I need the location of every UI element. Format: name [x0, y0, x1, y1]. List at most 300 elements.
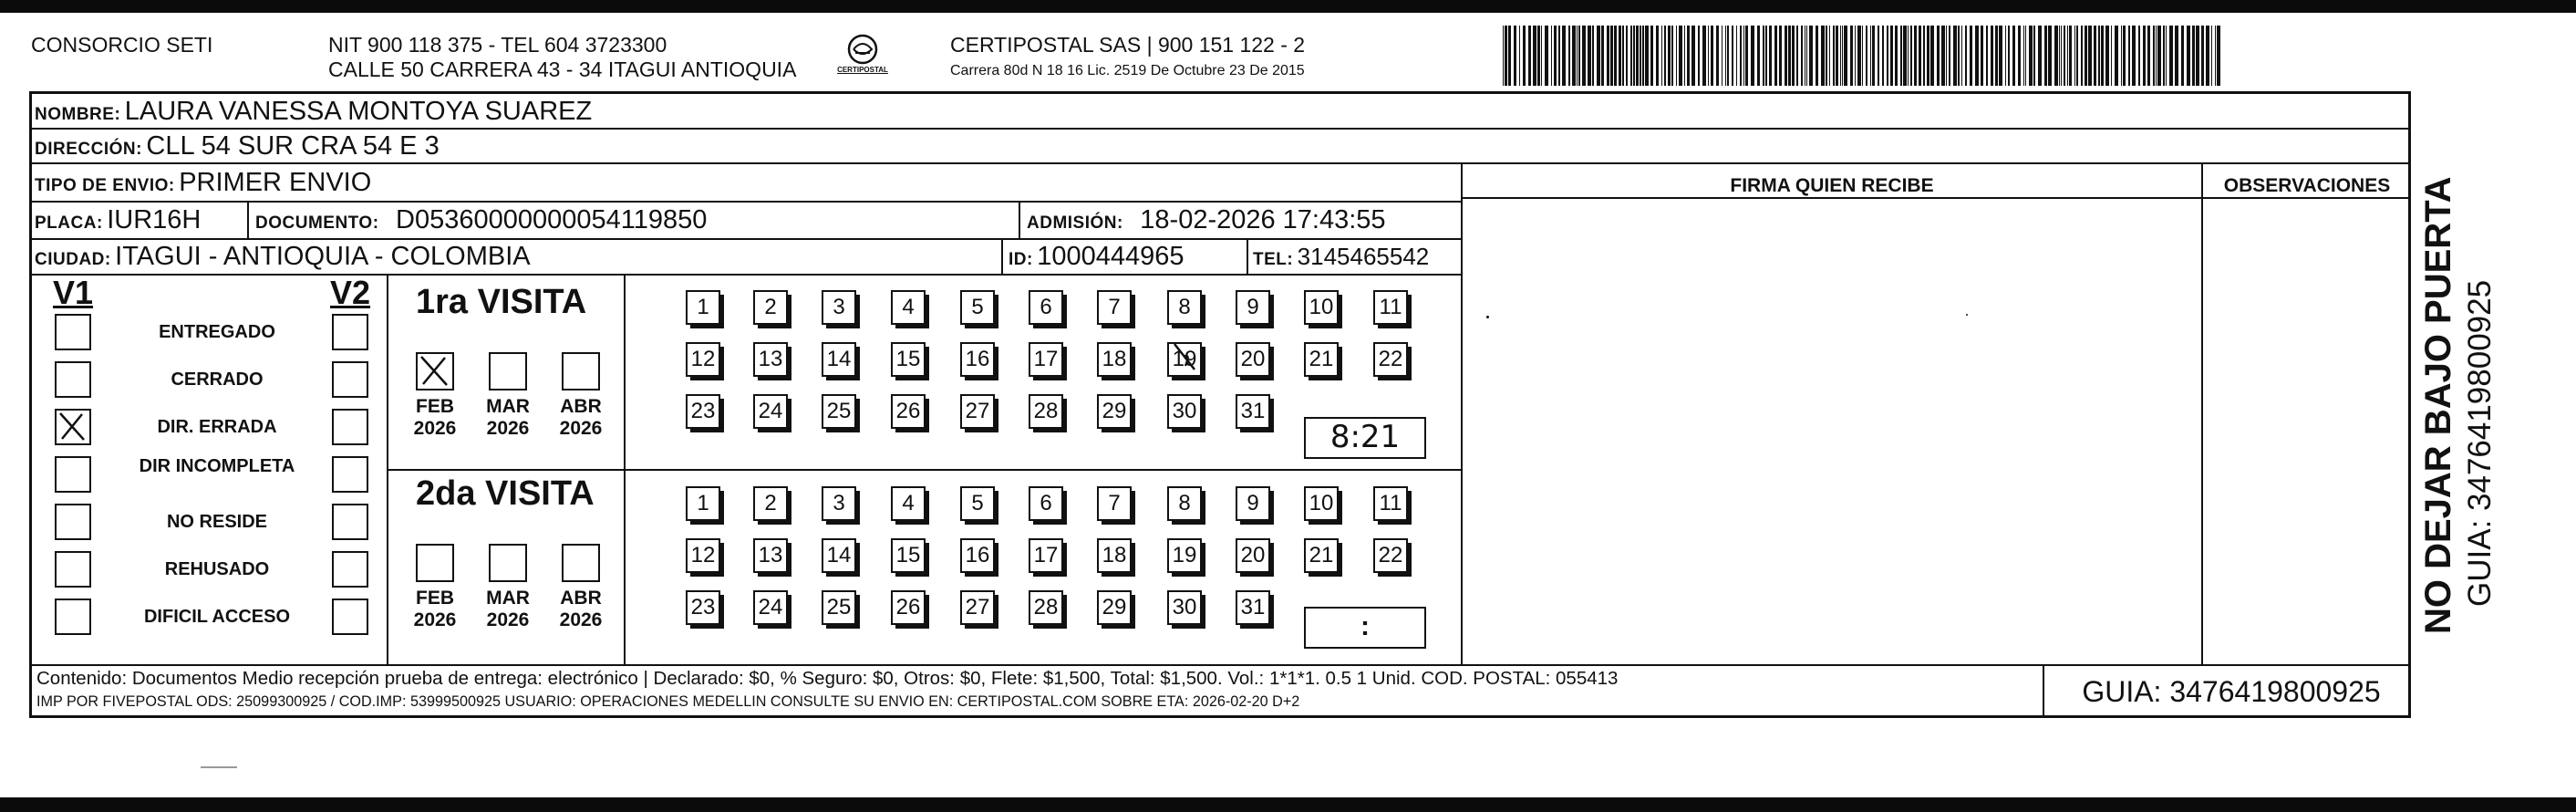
visit1-month-year: 2026 — [486, 418, 530, 439]
visit2-day-box: 27 — [960, 590, 995, 625]
barcode-bar — [1722, 26, 1723, 86]
visit2-title: 2da VISITA — [416, 474, 595, 513]
visit2-day-box: 21 — [1304, 538, 1339, 573]
barcode-bar — [2175, 26, 2178, 86]
check-mark-icon — [57, 411, 89, 443]
barcode-bar — [1961, 26, 1962, 86]
barcode-bar — [1806, 26, 1807, 86]
barcode-bar — [1821, 26, 1825, 86]
barcode-bar — [1999, 26, 2002, 86]
barcode-bar — [1862, 26, 1863, 86]
barcode-bar — [1716, 26, 1719, 86]
visit2-day-box: 9 — [1236, 486, 1270, 521]
status-reason-label: ENTREGADO — [159, 322, 275, 342]
visit2-day-box: 2 — [753, 486, 788, 521]
barcode-bar — [1664, 26, 1666, 86]
barcode-bar — [1774, 26, 1777, 86]
barcode-bar — [1708, 26, 1709, 86]
visit2-day-box: 16 — [960, 538, 995, 573]
barcode-bar — [1622, 26, 1624, 86]
footer-content-line: Contenido: Documentos Medio recepción prueba de entrega: electrónico | Declarado: $0, % Seguro: $0, Otros: $0, Flete: $1,500, Total: $1,500. Vol.: 1*1*1. 0.5 1 Unid. COD. POSTAL: 055413 — [36, 668, 1619, 689]
barcode-bar — [1840, 26, 1841, 86]
barcode-bar — [2215, 26, 2216, 86]
visit2-day-box: 22 — [1373, 538, 1408, 573]
barcode-bar — [1751, 26, 1754, 86]
visit2-day-box: 20 — [1236, 538, 1270, 573]
barcode-bar — [2132, 26, 2136, 86]
barcode-bar — [1975, 26, 1979, 86]
barcode-bar — [1866, 26, 1867, 86]
visit1-day-box: 19 — [1167, 342, 1202, 377]
status-reason-label: DIR. ERRADA — [157, 417, 277, 437]
visit2-day-box: 11 — [1373, 486, 1408, 521]
barcode-bar — [1836, 26, 1838, 86]
barcode-bar — [1645, 26, 1649, 86]
document-field — [255, 204, 707, 240]
v1-checkbox — [55, 314, 91, 350]
barcode-bar — [2206, 26, 2209, 86]
city-field — [35, 241, 531, 276]
v2-checkbox — [332, 361, 368, 398]
barcode-bar — [1919, 26, 1921, 86]
visit1-day-box: 26 — [891, 394, 926, 429]
visit2-day-box: 4 — [891, 486, 926, 521]
barcode-bar — [2088, 26, 2092, 86]
barcode-bar — [1545, 26, 1548, 86]
visit1-day-box: 14 — [822, 342, 856, 377]
bottom-scan-border — [0, 797, 2576, 812]
barcode-bar — [1642, 26, 1644, 86]
barcode-bar — [1597, 26, 1600, 86]
v1-checkbox — [55, 599, 91, 635]
sender-name: CONSORCIO SETI — [31, 33, 213, 57]
sender-nit-phone: NIT 900 118 375 - TEL 604 3723300 — [328, 33, 667, 57]
check-mark-icon — [418, 354, 452, 389]
id-value: 1000444965 — [1037, 242, 1185, 271]
barcode-bar — [1630, 26, 1632, 86]
barcode-bar — [2064, 26, 2065, 86]
barcode-bar — [1900, 26, 1902, 86]
barcode-bar — [1970, 26, 1972, 86]
visit2-day-box: 12 — [686, 538, 720, 573]
barcode-bar — [1930, 26, 1934, 86]
plate-field — [35, 204, 201, 240]
barcode-bar — [1908, 26, 1909, 86]
visit2-day-box: 18 — [1097, 538, 1132, 573]
barcode-bar — [2153, 26, 2155, 86]
barcode-bar — [1684, 26, 1685, 86]
admission-label: ADMISIÓN: — [1027, 213, 1123, 233]
v2-checkbox — [332, 504, 368, 540]
visit1-day-box: 10 — [1304, 290, 1339, 325]
barcode-bar — [1687, 26, 1690, 86]
barcode-bar — [2076, 26, 2078, 86]
v2-label: V2 — [330, 274, 371, 311]
visit1-day-box: 13 — [753, 342, 788, 377]
visit1-day-box: 15 — [891, 342, 926, 377]
visit2-day-box: 7 — [1097, 486, 1132, 521]
shipment-type-value: PRIMER ENVIO — [179, 168, 372, 197]
barcode-bar — [1572, 26, 1576, 86]
visit1-day-box: 28 — [1029, 394, 1063, 429]
barcode-bar — [1671, 26, 1673, 86]
barcode-bar — [2085, 26, 2087, 86]
visit2-day-box: 5 — [960, 486, 995, 521]
barcode-bar — [1702, 26, 1706, 86]
tel-value: 3145465542 — [1297, 243, 1430, 270]
barcode-bar — [2067, 26, 2068, 86]
v2-checkbox — [332, 551, 368, 588]
barcode-bar — [1626, 26, 1628, 86]
barcode-bar — [1679, 26, 1682, 86]
barcode-bar — [1855, 26, 1856, 86]
barcode-bar — [2192, 26, 2195, 86]
barcode — [1503, 26, 2223, 86]
visit2-day-box: 23 — [686, 590, 720, 625]
visit1-day-box: 27 — [960, 394, 995, 429]
address-field — [35, 130, 440, 166]
barcode-bar — [1619, 26, 1621, 86]
barcode-bar — [1743, 26, 1744, 86]
shipment-type-field — [35, 167, 371, 203]
barcode-bar — [1796, 26, 1798, 86]
v1-label: V1 — [53, 274, 94, 311]
barcode-bar — [2081, 26, 2083, 86]
barcode-bar — [1965, 26, 1967, 86]
barcode-bar — [1779, 26, 1782, 86]
barcode-bar — [2181, 26, 2184, 86]
visit2-day-box: 6 — [1029, 486, 1063, 521]
visit1-month-year: 2026 — [413, 418, 457, 439]
barcode-bar — [1636, 26, 1639, 86]
barcode-bar — [1588, 26, 1591, 86]
barcode-bar — [1857, 26, 1861, 86]
barcode-bar — [1850, 26, 1853, 86]
barcode-bar — [1878, 26, 1879, 86]
barcode-bar — [1558, 26, 1560, 86]
barcode-bar — [1910, 26, 1912, 86]
visit1-day-box: 22 — [1373, 342, 1408, 377]
barcode-bar — [1668, 26, 1671, 86]
barcode-bar — [1995, 26, 1998, 86]
barcode-bar — [2105, 26, 2109, 86]
visit2-month-checkbox — [489, 544, 527, 582]
barcode-bar — [2008, 26, 2010, 86]
barcode-bar — [2166, 26, 2167, 86]
v2-checkbox — [332, 456, 368, 493]
barcode-bar — [1541, 26, 1542, 86]
barcode-bar — [2023, 26, 2024, 86]
barcode-bar — [2074, 26, 2075, 86]
barcode-bar — [2033, 26, 2035, 86]
barcode-bar — [2054, 26, 2058, 86]
barcode-bar — [1514, 26, 1516, 86]
barcode-bar — [1505, 26, 1507, 86]
barcode-bar — [1607, 26, 1609, 86]
barcode-bar — [1953, 26, 1957, 86]
barcode-bar — [1633, 26, 1635, 86]
barcode-bar — [1578, 26, 1580, 86]
visit1-day-box: 29 — [1097, 394, 1132, 429]
barcode-bar — [1551, 26, 1552, 86]
barcode-bar — [1656, 26, 1659, 86]
certipostal-logo — [835, 33, 890, 80]
visit2-month-year: 2026 — [559, 609, 603, 630]
visit1-title: 1ra VISITA — [416, 283, 587, 321]
barcode-bar — [2018, 26, 2021, 86]
barcode-bar — [2115, 26, 2118, 86]
barcode-bar — [1903, 26, 1907, 86]
visit1-day-box: 18 — [1097, 342, 1132, 377]
visit2-day-box: 24 — [753, 590, 788, 625]
visit1-day-box: 24 — [753, 394, 788, 429]
barcode-bar — [1725, 26, 1726, 86]
barcode-bar — [2025, 26, 2026, 86]
visit1-month-checkbox — [489, 352, 527, 390]
receiver-signature-label: FIRMA QUIEN RECIBE — [1730, 175, 1934, 196]
visit1-time-value: 8:21 — [1329, 419, 1401, 455]
name-value: LAURA VANESSA MONTOYA SUAREZ — [124, 97, 593, 126]
id-label: ID: — [1009, 250, 1033, 269]
barcode-bar — [2138, 26, 2140, 86]
barcode-bar — [1503, 26, 1504, 86]
barcode-bar — [1986, 26, 1988, 86]
barcode-bar — [2061, 26, 2062, 86]
admission-field — [1027, 204, 1386, 240]
barcode-bar — [1842, 26, 1843, 86]
plate-value: IUR16H — [107, 205, 202, 234]
v1-checkbox — [55, 361, 91, 398]
barcode-bar — [1946, 26, 1947, 86]
visit2-month-name: FEB — [416, 588, 454, 609]
visit1-day-box: 11 — [1373, 290, 1408, 325]
visit2-month-name: ABR — [560, 588, 602, 609]
v2-checkbox — [332, 409, 368, 445]
barcode-bar — [1895, 26, 1898, 86]
barcode-bar — [2143, 26, 2146, 86]
tel-label: TEL: — [1253, 250, 1294, 269]
visit2-time-box — [1304, 607, 1426, 649]
visit2-day-box: 15 — [891, 538, 926, 573]
barcode-bar — [1691, 26, 1695, 86]
footer-guide-number: GUIA: 3476419800925 — [2082, 675, 2381, 708]
footer-print-line: IMP POR FIVEPOSTAL ODS: 25099300925 / COD.IMP: 53999500925 USUARIO: OPERACIONES MEDELLIN CONSULTE SU ENVIO EN: CERTIPOSTAL.COM SOBRE ETA: 2026-02-20 D+2 — [36, 693, 1300, 710]
barcode-bar — [1523, 26, 1526, 86]
signature-mark — [1486, 316, 1489, 318]
visit2-day-box: 31 — [1236, 590, 1270, 625]
barcode-bar — [1833, 26, 1835, 86]
barcode-bar — [2094, 26, 2096, 86]
barcode-bar — [1792, 26, 1795, 86]
v2-checkbox — [332, 314, 368, 350]
observations-label: OBSERVACIONES — [2223, 175, 2391, 196]
barcode-bar — [1519, 26, 1520, 86]
visit1-month-name: ABR — [560, 396, 602, 417]
barcode-bar — [1882, 26, 1884, 86]
barcode-bar — [1757, 26, 1760, 86]
barcode-bar — [2038, 26, 2042, 86]
barcode-bar — [1844, 26, 1847, 86]
barcode-bar — [1763, 26, 1764, 86]
visit1-day-box: 31 — [1236, 394, 1270, 429]
barcode-bar — [1887, 26, 1888, 86]
visit2-day-box: 28 — [1029, 590, 1063, 625]
barcode-bar — [1870, 26, 1871, 86]
barcode-bar — [2217, 26, 2220, 86]
barcode-bar — [1949, 26, 1950, 86]
barcode-bar — [1991, 26, 1993, 86]
carrier-address: Carrera 80d N 18 16 Lic. 2519 De Octubre 23 De 2015 — [950, 63, 1305, 78]
barcode-bar — [1640, 26, 1641, 86]
status-reason-label: DIFICIL ACCESO — [143, 607, 290, 627]
barcode-bar — [2098, 26, 2100, 86]
visit1-day-box: 16 — [960, 342, 995, 377]
barcode-bar — [1554, 26, 1557, 86]
barcode-bar — [1826, 26, 1827, 86]
barcode-bar — [1809, 26, 1813, 86]
barcode-bar — [1736, 26, 1737, 86]
barcode-bar — [2147, 26, 2150, 86]
barcode-bar — [2044, 26, 2047, 86]
visit1-time-box — [1304, 417, 1426, 459]
v1-checkbox — [55, 456, 91, 493]
visit2-day-box: 13 — [753, 538, 788, 573]
barcode-bar — [1661, 26, 1662, 86]
barcode-bar — [2048, 26, 2052, 86]
barcode-bar — [1614, 26, 1617, 86]
v1-checkbox — [55, 504, 91, 540]
barcode-bar — [1528, 26, 1531, 86]
visit1-day-box: 20 — [1236, 342, 1270, 377]
visit1-day-box: 12 — [686, 342, 720, 377]
visit1-day-box: 9 — [1236, 290, 1270, 325]
status-reason-label: NO RESIDE — [166, 512, 268, 532]
visit1-day-box: 21 — [1304, 342, 1339, 377]
status-reason-label: CERRADO — [171, 370, 264, 390]
visit2-day-box: 3 — [822, 486, 856, 521]
barcode-bar — [2123, 26, 2126, 86]
visit2-day-box: 17 — [1029, 538, 1063, 573]
barcode-bar — [1923, 26, 1925, 86]
v1-checkbox — [55, 551, 91, 588]
visit2-day-box: 30 — [1167, 590, 1202, 625]
barcode-bar — [1927, 26, 1929, 86]
top-scan-border — [0, 0, 2576, 13]
barcode-bar — [1958, 26, 1960, 86]
barcode-bar — [1592, 26, 1594, 86]
visit1-day-box: 2 — [753, 290, 788, 325]
visit2-day-box: 10 — [1304, 486, 1339, 521]
sender-address: CALLE 50 CARRERA 43 - 34 ITAGUI ANTIOQUIA — [328, 57, 797, 81]
barcode-bar — [1601, 26, 1604, 86]
barcode-bar — [1732, 26, 1733, 86]
address-value: CLL 54 SUR CRA 54 E 3 — [146, 131, 440, 161]
barcode-bar — [1508, 26, 1511, 86]
visit2-month-checkbox — [562, 544, 600, 582]
tel-field — [1253, 241, 1429, 276]
visit1-month-year: 2026 — [559, 418, 603, 439]
name-field — [35, 96, 592, 131]
visit2-day-box: 19 — [1167, 538, 1202, 573]
city-value: ITAGUI - ANTIOQUIA - COLOMBIA — [115, 242, 531, 271]
barcode-bar — [1745, 26, 1748, 86]
barcode-bar — [1562, 26, 1566, 86]
visit2-day-box: 8 — [1167, 486, 1202, 521]
visit1-day-box: 8 — [1167, 290, 1202, 325]
visit1-day-box: 7 — [1097, 290, 1132, 325]
barcode-bar — [1914, 26, 1917, 86]
barcode-bar — [1765, 26, 1767, 86]
barcode-bar — [1872, 26, 1875, 86]
barcode-bar — [2187, 26, 2190, 86]
no-under-door-warning: NO DEJAR BAJO PUERTA — [2418, 176, 2458, 634]
barcode-bar — [2196, 26, 2199, 86]
barcode-bar — [1937, 26, 1940, 86]
barcode-bar — [1829, 26, 1830, 86]
visit1-day-box: 5 — [960, 290, 995, 325]
visit1-day-box: 6 — [1029, 290, 1063, 325]
barcode-bar — [1941, 26, 1945, 86]
barcode-bar — [2156, 26, 2157, 86]
barcode-bar — [2101, 26, 2104, 86]
barcode-bar — [1568, 26, 1570, 86]
barcode-bar — [1676, 26, 1677, 86]
barcode-bar — [2012, 26, 2015, 86]
v1-checkbox — [55, 409, 91, 445]
city-label: CIUDAD: — [35, 250, 111, 269]
plate-label: PLACA: — [35, 213, 103, 233]
scan-speck — [201, 766, 237, 768]
barcode-bar — [1788, 26, 1791, 86]
signature-mark — [1966, 314, 1968, 316]
document-value: D05360000000054119850 — [396, 205, 708, 234]
visit2-time-value: : — [1360, 611, 1370, 641]
id-field — [1009, 241, 1185, 276]
visit1-day-box: 25 — [822, 394, 856, 429]
barcode-bar — [1816, 26, 1818, 86]
barcode-bar — [1727, 26, 1729, 86]
visit2-month-checkbox — [416, 544, 454, 582]
barcode-bar — [2069, 26, 2072, 86]
barcode-bar — [1890, 26, 1893, 86]
barcode-bar — [1769, 26, 1772, 86]
admission-value: 18-02-2026 17:43:55 — [1140, 205, 1386, 234]
visit1-month-checkbox — [562, 352, 600, 390]
barcode-bar — [2157, 26, 2161, 86]
visit1-day-box: 17 — [1029, 342, 1063, 377]
barcode-bar — [1801, 26, 1803, 86]
barcode-bar — [1537, 26, 1540, 86]
barcode-bar — [2005, 26, 2006, 86]
visit1-day-box: 1 — [686, 290, 720, 325]
barcode-bar — [2211, 26, 2212, 86]
visit2-day-box: 26 — [891, 590, 926, 625]
address-label: DIRECCIÓN: — [35, 140, 142, 159]
visit1-day-box: 4 — [891, 290, 926, 325]
visit2-day-box: 29 — [1097, 590, 1132, 625]
shipment-type-label: TIPO DE ENVIO: — [35, 176, 175, 195]
visit2-day-box: 14 — [822, 538, 856, 573]
barcode-bar — [1582, 26, 1586, 86]
barcode-bar — [1740, 26, 1742, 86]
visit1-day-box: 30 — [1167, 394, 1202, 429]
barcode-bar — [1610, 26, 1613, 86]
barcode-bar — [2163, 26, 2165, 86]
visit2-month-year: 2026 — [486, 609, 530, 630]
barcode-bar — [2169, 26, 2173, 86]
visit2-day-box: 1 — [686, 486, 720, 521]
visit1-day-box: 3 — [822, 290, 856, 325]
